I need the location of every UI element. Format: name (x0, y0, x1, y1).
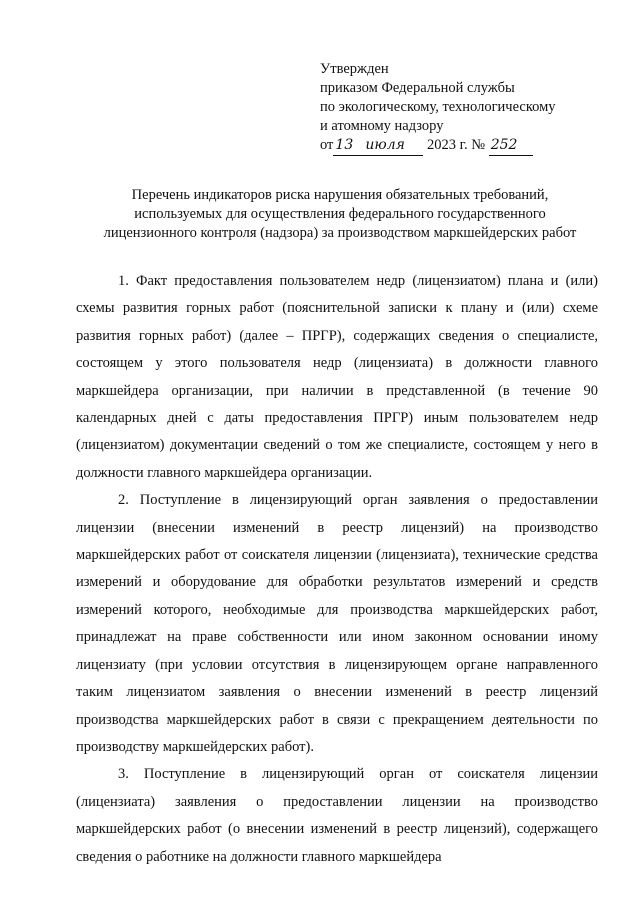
date-prefix: от (320, 137, 334, 153)
date-year-label: 2023 г. № (427, 137, 486, 153)
title-line-1: Перечень индикаторов риска нарушения обязательных требований, (131, 187, 549, 203)
approval-date-line (320, 136, 556, 155)
approval-line-supervision: и атомному надзору (320, 118, 444, 134)
paragraph-2: 2. Поступление в лицензирующий орган заявления о предоставлении лицензии (внесении изменений в реестр лицензий) на производство маркшейдерских работ от соискателя лицензии (лицензиата), технические средства измерений и оборудование для обработки результатов измерений и средств измерений которого, необходимые для производства маркшейдерских работ, принадлежат на праве собственности или ином законном основании иному лицензиату (при условии отсутствия в лицензирующем органе направленного таким лицензиатом заявления о внесении изменений в реестр лицензий производства маркшейдерских работ в связи с прекращением деятельности по производству маркшейдерских работ). (76, 492, 598, 755)
paragraph-3: 3. Поступление в лицензирующий орган от соискателя лицензии (лицензиата) заявления о предоставлении лицензии на производство маркшейдерских работ (о внесении изменений в реестр лицензий), содержащего сведения о работнике на должности главного маркшейдера (76, 766, 598, 865)
paragraph-1: 1. Факт предоставления пользователем недр (лицензиатом) плана и (или) схемы развития горных работ (пояснительной записки к плану и (или) схеме развития горных работ) (далее – ПРГР), содержащих сведения о специалисте, состоящем у этого пользователя недр (лицензиата) в должности главного маркшейдера организации, при наличии в представленной (в течение 90 календарных дней с даты предоставления ПРГР) иным пользователем недр (лицензиатом) документации сведений о том же специалисте, состоящем у него в должности главного маркшейдера организации. (76, 273, 598, 481)
title-line-2: используемых для осуществления федерального государственного (134, 206, 546, 222)
document-title (60, 186, 620, 243)
approval-line-service: по экологическому, технологическому (320, 99, 556, 115)
title-line-3: лицензионного контроля (надзора) за производством маркшейдерских работ (103, 225, 577, 241)
document-body (76, 268, 598, 871)
approval-line-approved: Утвержден (320, 61, 389, 77)
order-number-handwritten: 252 (489, 136, 533, 156)
date-month-handwritten: июля (363, 136, 423, 156)
date-day-handwritten: 13 (333, 136, 363, 156)
approval-block (320, 60, 556, 155)
approval-line-order: приказом Федеральной службы (320, 80, 515, 96)
